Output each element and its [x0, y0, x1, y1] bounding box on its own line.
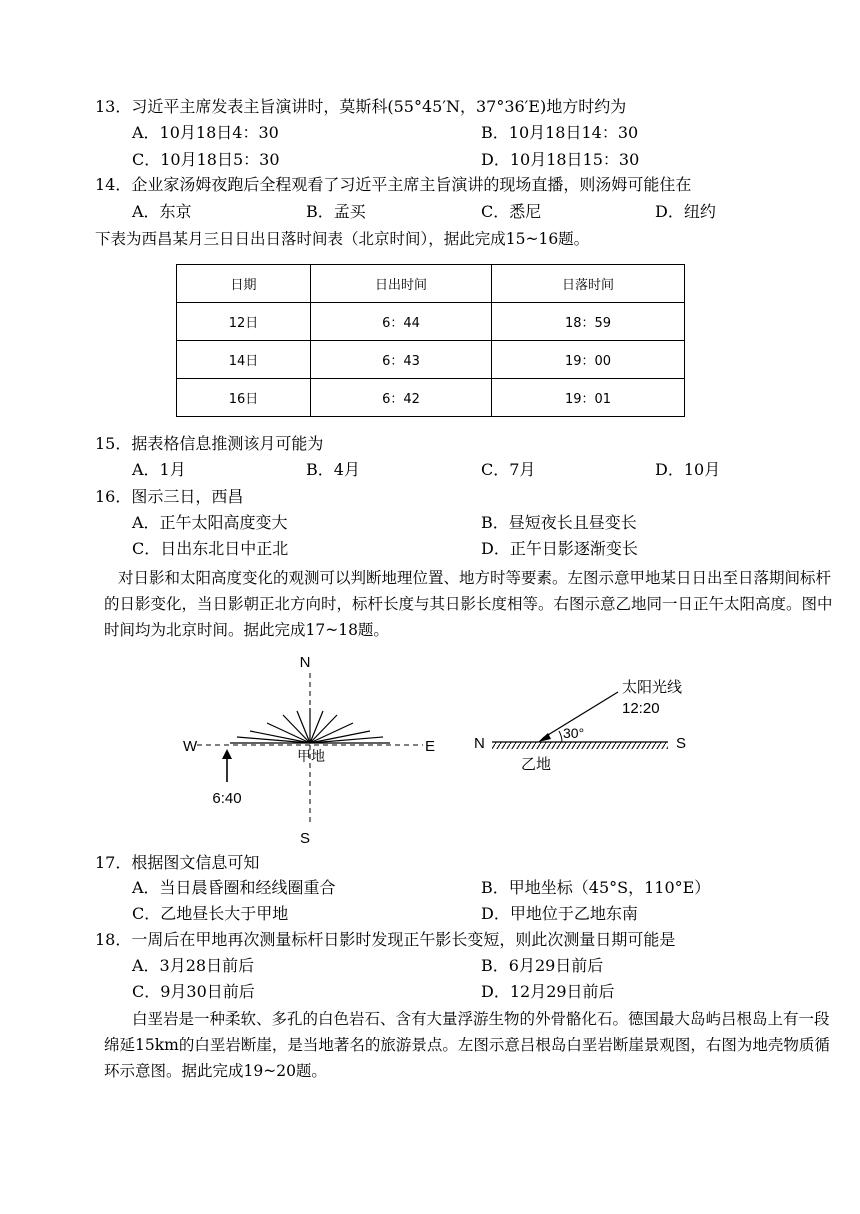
- q18-option-b: B．6月29日前后: [481, 956, 604, 975]
- label-noon-time: 12:20: [622, 700, 660, 717]
- q14-option-d: D．纽约: [655, 202, 716, 221]
- q13-stem: 13．习近平主席发表主旨演讲时，莫斯科(55°45′N，37°36′E)地方时约为: [95, 97, 627, 116]
- table-header-row: [177, 265, 685, 303]
- table-cell: 6：43: [311, 341, 492, 379]
- q13-option-a: A．10月18日4：30: [132, 123, 279, 142]
- q13-option-d: D．10月18日15：30: [481, 150, 640, 169]
- table-header-sunset: 日落时间: [492, 265, 685, 303]
- table-row: [177, 379, 685, 417]
- q15-option-a: A．1月: [132, 460, 186, 479]
- q16-option-d: D．正午日影逐渐变长: [481, 539, 638, 558]
- angle-arc: [559, 731, 562, 742]
- table-cell: 16日: [177, 379, 311, 417]
- q16-option-b: B．昼短夜长且昼变长: [481, 513, 637, 532]
- shadow-lines: [230, 708, 390, 743]
- q14-stem: 14．企业家汤姆夜跑后全程观看了习近平主席主旨演讲的现场直播，则汤姆可能住在: [95, 175, 692, 194]
- label-place-yi: 乙地: [520, 756, 552, 773]
- q14-option-b: B．孟买: [306, 202, 366, 221]
- intro-19-20: 白垩岩是一种柔软、多孔的白色岩石、含有大量浮游生物的外骨骼化石。德国最大岛屿吕根岛上有一段绵延15km的白垩岩断崖，是当地著名的旅游景点。左图示意吕根岛白垩岩断崖景观图，右图为地壳物质循环示意图。据此完成19~20题。: [104, 1010, 830, 1080]
- label-sun-ray: 太阳光线: [622, 679, 683, 696]
- label-east: E: [425, 738, 436, 755]
- table-cell: 19：00: [492, 341, 685, 379]
- table-row: [177, 303, 685, 341]
- q17-option-a: A．当日晨昏圈和经线圈重合: [132, 878, 336, 897]
- q17-option-b: B．甲地坐标（45°S，110°E）: [481, 878, 711, 897]
- q18-stem: 18．一周后在甲地再次测量标杆日影时发现正午影长变短，则此次测量日期可能是: [95, 930, 676, 949]
- q14-option-a: A．东京: [132, 202, 192, 221]
- q16-option-a: A．正午太阳高度变大: [132, 513, 288, 532]
- q16-stem: 16．图示三日，西昌: [95, 487, 244, 506]
- sun-angle-diagram-yi: [470, 672, 710, 782]
- q18-option-d: D．12月29日前后: [481, 982, 615, 1001]
- intro-15-16: 下表为西昌某月三日日出日落时间表（北京时间），据此完成15~16题。: [95, 230, 590, 248]
- arrow-head-icon: [222, 749, 232, 759]
- table-header-date: 日期: [177, 265, 311, 303]
- q15-option-c: C．7月: [481, 460, 536, 479]
- q13-option-b: B．10月18日14：30: [481, 123, 639, 142]
- q15-option-d: D．10月: [655, 460, 721, 479]
- intro-17-18: 对日影和太阳高度变化的观测可以判断地理位置、地方时等要素。左图示意甲地某日日出至日落期间标杆的日影变化，当日影朝正北方向时，标杆长度与其日影长度相等。右图示意乙地同一日正午太阳高度。图中时间均为北京时间。据此完成17~18题。: [104, 569, 833, 639]
- table-cell: 12日: [177, 303, 311, 341]
- q17-option-d: D．甲地位于乙地东南: [481, 904, 638, 923]
- table-header-sunrise: 日出时间: [311, 265, 492, 303]
- q13-option-c: C．10月18日5：30: [132, 150, 280, 169]
- shadow-diagram-jia: [175, 645, 455, 850]
- label-angle: 30°: [563, 725, 585, 741]
- q18-option-a: A．3月28日前后: [132, 956, 255, 975]
- table-cell: 14日: [177, 341, 311, 379]
- table-cell: 18：59: [492, 303, 685, 341]
- ground-hatch: [492, 742, 668, 749]
- label-place-jia: 甲地: [297, 748, 325, 764]
- table-cell: 6：42: [311, 379, 492, 417]
- q14-option-c: C．悉尼: [481, 202, 542, 221]
- q15-stem: 15．据表格信息推测该月可能为: [95, 434, 324, 453]
- q17-stem: 17．根据图文信息可知: [95, 853, 260, 872]
- q16-option-c: C．日出东北日中正北: [132, 539, 289, 558]
- label-west: W: [183, 738, 198, 755]
- label-north: N: [299, 654, 311, 671]
- q18-option-c: C．9月30日前后: [132, 982, 255, 1001]
- table-cell: 19：01: [492, 379, 685, 417]
- label-south: S: [676, 735, 687, 752]
- q17-option-c: C．乙地昼长大于甲地: [132, 904, 289, 923]
- table-cell: 6：44: [311, 303, 492, 341]
- label-time-sunrise: 6:40: [212, 790, 242, 807]
- label-south: S: [299, 830, 311, 847]
- sunrise-sunset-table: [176, 264, 685, 417]
- label-north: N: [474, 735, 485, 752]
- table-row: [177, 341, 685, 379]
- q15-option-b: B．4月: [306, 460, 360, 479]
